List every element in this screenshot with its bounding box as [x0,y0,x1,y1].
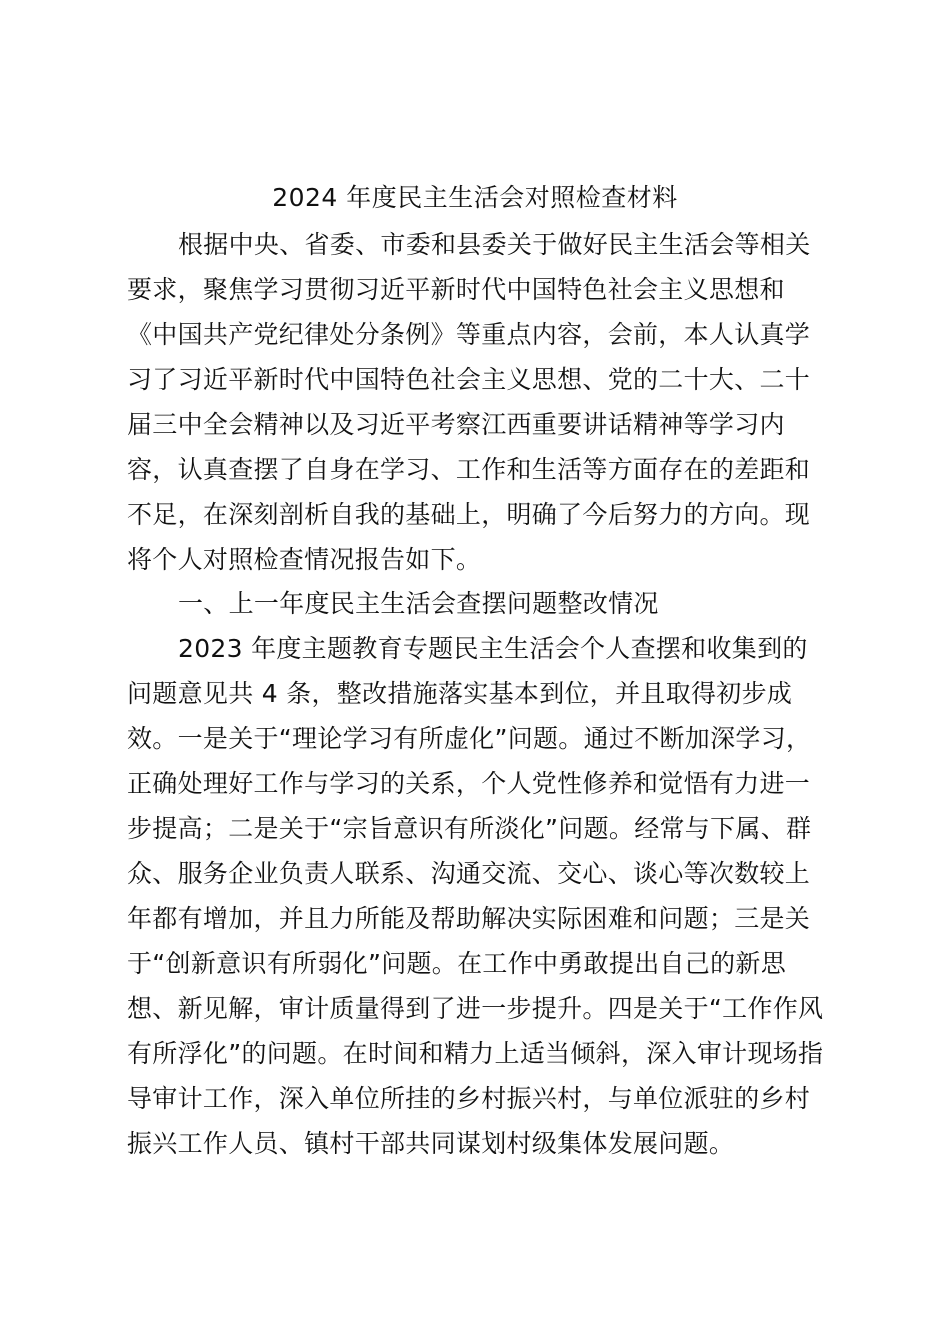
paragraph-1-line-5: 届三中全会精神以及习近平考察江西重要讲话精神等学习内 [127,410,785,439]
paragraph-2-line-7: 年都有增加，并且力所能及帮助解决实际困难和问题；三是关 [127,904,811,933]
paragraph-2-line-1: 2023 年度主题教育专题民主生活会个人查摆和收集到的 [178,634,808,663]
paragraph-2-line-12: 振兴工作人员、镇村干部共同谋划村级集体发展问题。 [127,1129,735,1158]
document-title: 2024 年度民主生活会对照检查材料 [272,183,678,212]
section-1-heading: 一、上一年度民主生活会查摆问题整改情况 [178,589,659,618]
paragraph-2-line-2: 问题意见共 4 条，整改措施落实基本到位，并且取得初步成 [127,679,793,708]
paragraph-1-line-4: 习了习近平新时代中国特色社会主义思想、党的二十大、二十 [127,365,811,394]
paragraph-1-line-6: 容，认真查摆了自身在学习、工作和生活等方面存在的差距和 [127,455,811,484]
paragraph-2-line-5: 步提高；二是关于“宗旨意识有所淡化”问题。经常与下属、群 [127,814,812,843]
paragraph-1-line-2: 要求，聚焦学习贯彻习近平新时代中国特色社会主义思想和 [127,275,785,304]
paragraph-1-line-8: 将个人对照检查情况报告如下。 [127,545,482,574]
paragraph-2-line-4: 正确处理好工作与学习的关系，个人党性修养和觉悟有力进一 [127,769,811,798]
paragraph-2-line-10: 有所浮化”的问题。在时间和精力上适当倾斜，深入审计现场指 [127,1039,824,1068]
paragraph-2-line-6: 众、服务企业负责人联系、沟通交流、交心、谈心等次数较上 [127,859,811,888]
paragraph-1-line-1: 根据中央、省委、市委和县委关于做好民主生活会等相关 [178,230,811,259]
paragraph-2-line-8: 于“创新意识有所弱化”问题。在工作中勇敢提出自己的新思 [127,949,787,978]
paragraph-1-line-7: 不足，在深刻剖析自我的基础上，明确了今后努力的方向。现 [127,500,811,529]
paragraph-2-line-11: 导审计工作，深入单位所挂的乡村振兴村，与单位派驻的乡村 [127,1084,811,1113]
paragraph-1-line-3: 《中国共产党纪律处分条例》等重点内容，会前，本人认真学 [127,320,811,349]
paragraph-2-line-9: 想、新见解，审计质量得到了进一步提升。四是关于“工作作风 [127,994,824,1023]
paragraph-2-line-3: 效。一是关于“理论学习有所虚化”问题。通过不断加深学习， [127,724,812,753]
